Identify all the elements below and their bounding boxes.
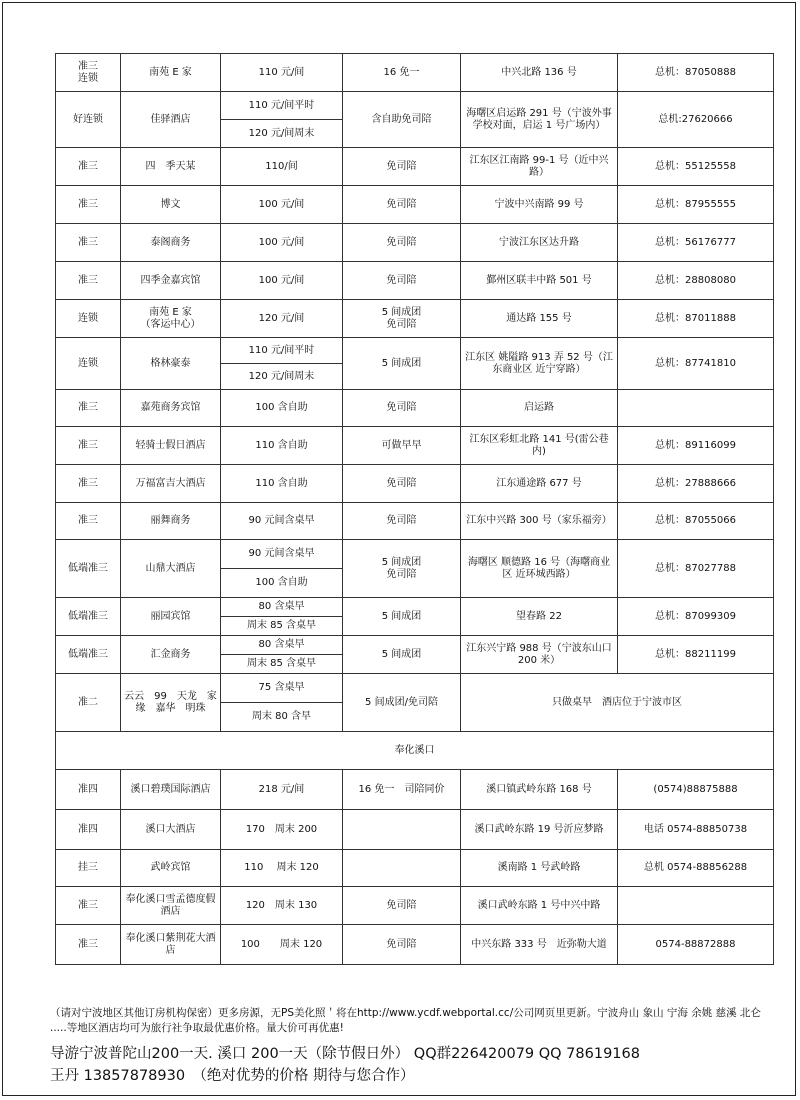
- footer-note: （请对宁波地区其他订房机构保密）更多房源，无PS美化照＇将在http://www.ycdf.webportal.cc/公司网页里更新。宁波舟山 象山 宁海 余姚 慈溪 北仑 .....等地区酒店均可为旅行社争取最优惠价格。量大价可再优惠!: [50, 1007, 761, 1034]
- table-row: [56, 925, 774, 965]
- hotel-name: 四 季天某: [121, 148, 221, 186]
- hotel-address: 溪南路 1 号武岭路: [461, 850, 618, 887]
- group-policy: [343, 850, 461, 887]
- hotel-level: 准三: [56, 925, 121, 965]
- hotel-name: 丽园宾馆: [121, 598, 221, 636]
- hotel-address: 鄞州区联丰中路 501 号: [461, 262, 618, 300]
- table-row: [56, 598, 774, 617]
- footer-contact-line-2: 王丹 13857878930 （绝对优势的价格 期待与您合作）: [50, 1068, 415, 1084]
- room-price: 110 含自助: [221, 427, 343, 465]
- hotel-phone: 总机：27888666: [618, 465, 774, 503]
- room-price: 90 元间含桌早: [221, 540, 343, 569]
- hotel-name: 山鼎大酒店: [121, 540, 221, 598]
- hotel-phone: 总机：87099309: [618, 598, 774, 636]
- room-price-alt: 120 元/间周末: [221, 364, 343, 390]
- room-price: 100 元/间: [221, 224, 343, 262]
- hotel-address: 宁波中兴南路 99 号: [461, 186, 618, 224]
- hotel-phone: 总机：87027788: [618, 540, 774, 598]
- hotel-name: 四季金嘉宾馆: [121, 262, 221, 300]
- footer-contact-line-1: 导游宁波普陀山200一天. 溪口 200一天（除节假日外） QQ群226420079 QQ 78619168: [50, 1046, 640, 1062]
- group-policy: 免司陪: [343, 262, 461, 300]
- hotel-phone: [618, 390, 774, 427]
- hotel-name: 南苑 E 家 （客运中心）: [121, 300, 221, 338]
- hotel-address: 江东中兴路 300 号（家乐福旁）: [461, 503, 618, 540]
- hotel-phone: 总机：87011888: [618, 300, 774, 338]
- hotel-name: 博文: [121, 186, 221, 224]
- hotel-phone: 总机 0574-88856288: [618, 850, 774, 887]
- room-price: 120 周末 130: [221, 887, 343, 925]
- table-row: [56, 427, 774, 465]
- section-title: 奉化溪口: [56, 732, 774, 770]
- group-policy: 5 间成团 免司陪: [343, 300, 461, 338]
- group-policy: 可做早早: [343, 427, 461, 465]
- hotel-address: 江东区彩虹北路 141 号(雷公巷内): [461, 427, 618, 465]
- hotel-level: 挂三: [56, 850, 121, 887]
- table-row: [56, 674, 774, 703]
- hotel-address: 中兴北路 136 号: [461, 54, 618, 92]
- room-price: 110 元/间平时: [221, 338, 343, 364]
- hotel-level: 准四: [56, 810, 121, 850]
- hotel-address: 溪口武岭东路 1 号中兴中路: [461, 887, 618, 925]
- hotel-rate-table: [55, 53, 774, 965]
- group-policy: 含自助免司陪: [343, 92, 461, 148]
- hotel-name: 轻骑士假日酒店: [121, 427, 221, 465]
- table-row: [56, 300, 774, 338]
- hotel-level: 准三: [56, 465, 121, 503]
- hotel-phone: (0574)88875888: [618, 770, 774, 810]
- group-policy: 5 间成团: [343, 636, 461, 674]
- hotel-level: 准三: [56, 262, 121, 300]
- room-price: 218 元/间: [221, 770, 343, 810]
- hotel-address: 海曙区 顺德路 16 号（海曙商业区 近环城西路）: [461, 540, 618, 598]
- hotel-level: 准三: [56, 224, 121, 262]
- table-row: [56, 338, 774, 364]
- table-row: [56, 390, 774, 427]
- hotel-phone: 总机：56176777: [618, 224, 774, 262]
- group-policy: 免司陪: [343, 224, 461, 262]
- group-policy: 免司陪: [343, 148, 461, 186]
- hotel-level: 连锁: [56, 338, 121, 390]
- table-row: [56, 465, 774, 503]
- hotel-phone: 总机：89116099: [618, 427, 774, 465]
- hotel-level: 好连锁: [56, 92, 121, 148]
- group-policy: 5 间成团/免司陪: [343, 674, 461, 732]
- room-price-alt: 100 含自助: [221, 569, 343, 598]
- hotel-level: 低端准三: [56, 636, 121, 674]
- hotel-address: 中兴东路 333 号 近弥勒大道: [461, 925, 618, 965]
- group-policy: 5 间成团 免司陪: [343, 540, 461, 598]
- footer-contact: [50, 1043, 790, 1087]
- hotel-name: 汇金商务: [121, 636, 221, 674]
- room-price: 110 含自助: [221, 465, 343, 503]
- hotel-remark: 只做桌早 酒店位于宁波市区: [461, 674, 774, 732]
- group-policy: 免司陪: [343, 925, 461, 965]
- hotel-address: 江东区江南路 99-1 号（近中兴路）: [461, 148, 618, 186]
- table-row: [56, 92, 774, 120]
- table-row: [56, 810, 774, 850]
- room-price: 100 元/间: [221, 262, 343, 300]
- hotel-level: 低端准三: [56, 540, 121, 598]
- hotel-address: 海曙区启运路 291 号（宁波外事学校对面，启运 1 号广场内）: [461, 92, 618, 148]
- hotel-address: 启运路: [461, 390, 618, 427]
- room-price-alt: 120 元/间周末: [221, 120, 343, 148]
- hotel-phone: 总机:27620666: [618, 92, 774, 148]
- table-row: [56, 54, 774, 92]
- hotel-name: 佳驿酒店: [121, 92, 221, 148]
- group-policy: 5 间成团: [343, 338, 461, 390]
- hotel-phone: 电话 0574-88850738: [618, 810, 774, 850]
- hotel-address: 江东兴宁路 988 号（宁波东山口 200 米）: [461, 636, 618, 674]
- hotel-level: 准三: [56, 148, 121, 186]
- room-price: 75 含桌早: [221, 674, 343, 703]
- hotel-name: 奉化溪口雪孟德度假酒店: [121, 887, 221, 925]
- hotel-name: 格林豪泰: [121, 338, 221, 390]
- group-policy: [343, 810, 461, 850]
- hotel-name: 万福富吉大酒店: [121, 465, 221, 503]
- group-policy: 免司陪: [343, 390, 461, 427]
- room-price: 100 含自助: [221, 390, 343, 427]
- table-row: [56, 770, 774, 810]
- room-price: 80 含桌早: [221, 598, 343, 617]
- hotel-phone: 总机：88211199: [618, 636, 774, 674]
- room-price: 110 周末 120: [221, 850, 343, 887]
- hotel-address: 江东区 姚隘路 913 弄 52 号（江东商业区 近宁穿路）: [461, 338, 618, 390]
- table-row: [56, 887, 774, 925]
- group-policy: 5 间成团: [343, 598, 461, 636]
- room-price-alt: 周末 85 含桌早: [221, 617, 343, 636]
- hotel-address: 溪口武岭东路 19 号沂应梦路: [461, 810, 618, 850]
- room-price: 170 周末 200: [221, 810, 343, 850]
- table-row: [56, 503, 774, 540]
- hotel-level: 准三: [56, 427, 121, 465]
- hotel-name: 溪口大酒店: [121, 810, 221, 850]
- table-row: [56, 148, 774, 186]
- room-price-alt: 周末 80 含早: [221, 703, 343, 732]
- group-policy: 免司陪: [343, 465, 461, 503]
- room-price: 110 元/间: [221, 54, 343, 92]
- hotel-name: 武岭宾馆: [121, 850, 221, 887]
- table-row: [56, 262, 774, 300]
- hotel-phone: 总机：55125558: [618, 148, 774, 186]
- table-row: [56, 540, 774, 569]
- hotel-phone: 总机：87055066: [618, 503, 774, 540]
- hotel-phone: 总机：87955555: [618, 186, 774, 224]
- room-price: 100 周末 120: [221, 925, 343, 965]
- room-price: 110 元/间平时: [221, 92, 343, 120]
- hotel-level: 准三: [56, 887, 121, 925]
- room-price: 120 元/间: [221, 300, 343, 338]
- group-policy: 16 免一 司陪同价: [343, 770, 461, 810]
- room-price: 110/间: [221, 148, 343, 186]
- hotel-level: 连锁: [56, 300, 121, 338]
- hotel-name: 泰阁商务: [121, 224, 221, 262]
- hotel-level: 准三 连锁: [56, 54, 121, 92]
- group-policy: 免司陪: [343, 503, 461, 540]
- hotel-address: 江东通途路 677 号: [461, 465, 618, 503]
- section-row: [56, 732, 774, 770]
- group-policy: 免司陪: [343, 186, 461, 224]
- hotel-name: 丽舞商务: [121, 503, 221, 540]
- hotel-name: 云云 99 天龙 家缘 嘉华 明珠: [121, 674, 221, 732]
- hotel-address: 溪口镇武岭东路 168 号: [461, 770, 618, 810]
- hotel-phone: 0574-88872888: [618, 925, 774, 965]
- hotel-name: 南苑 E 家: [121, 54, 221, 92]
- table-row: [56, 850, 774, 887]
- group-policy: 16 免一: [343, 54, 461, 92]
- hotel-phone: 总机：87050888: [618, 54, 774, 92]
- hotel-address: 通达路 155 号: [461, 300, 618, 338]
- hotel-level: 低端准三: [56, 598, 121, 636]
- hotel-level: 准三: [56, 186, 121, 224]
- room-price: 90 元间含桌早: [221, 503, 343, 540]
- hotel-phone: 总机：87741810: [618, 338, 774, 390]
- group-policy: 免司陪: [343, 887, 461, 925]
- hotel-level: 准三: [56, 503, 121, 540]
- table-row: [56, 186, 774, 224]
- hotel-name: 溪口碧璞国际酒店: [121, 770, 221, 810]
- room-price-alt: 周末 85 含桌早: [221, 655, 343, 674]
- hotel-level: 准三: [56, 390, 121, 427]
- hotel-phone: [618, 887, 774, 925]
- hotel-level: 准四: [56, 770, 121, 810]
- table-row: [56, 224, 774, 262]
- room-price: 100 元/间: [221, 186, 343, 224]
- table-row: [56, 636, 774, 655]
- hotel-address: 望春路 22: [461, 598, 618, 636]
- hotel-level: 准二: [56, 674, 121, 732]
- hotel-address: 宁波江东区达升路: [461, 224, 618, 262]
- hotel-phone: 总机：28808080: [618, 262, 774, 300]
- hotel-name: 奉化溪口紫荆花大酒店: [121, 925, 221, 965]
- hotel-name: 嘉苑商务宾馆: [121, 390, 221, 427]
- room-price: 80 含桌早: [221, 636, 343, 655]
